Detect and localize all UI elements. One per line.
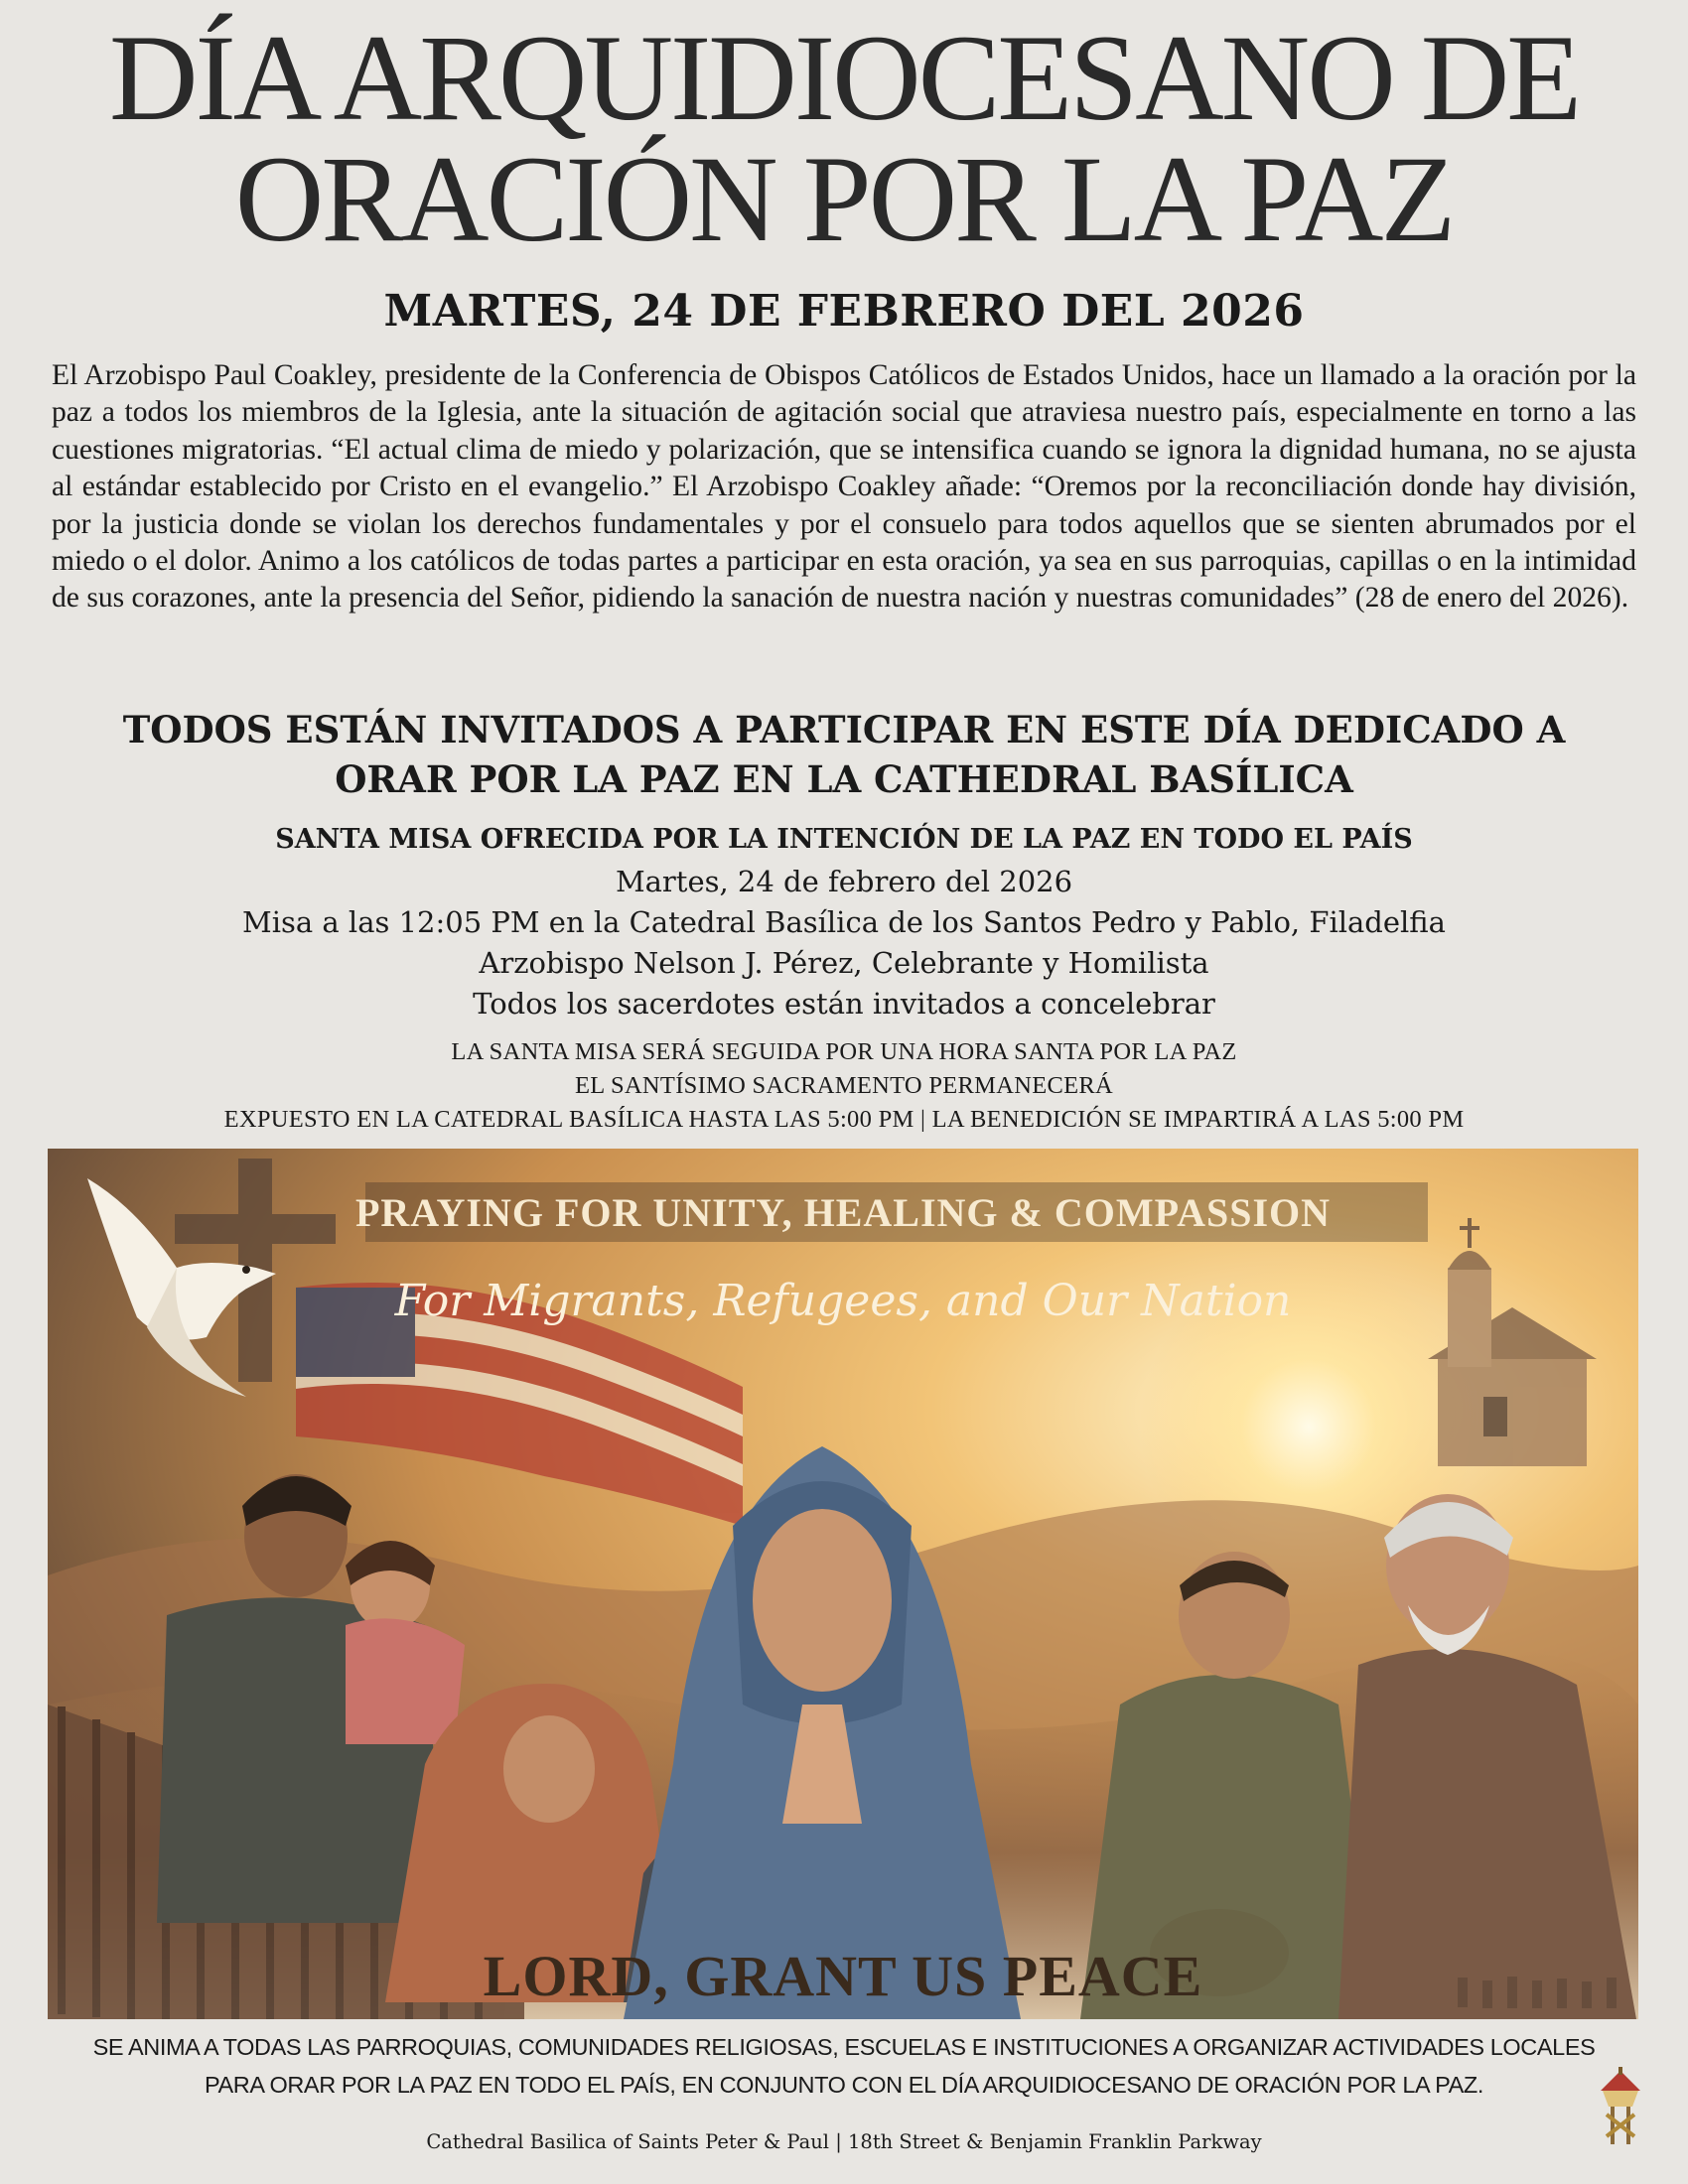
address-line: Cathedral Basilica of Saints Peter & Paul | 18th Street & Benjamin Franklin Parkway <box>426 2130 1262 2153</box>
artwork-subhead: For Migrants, Refugees, and Our Nation <box>394 1276 1292 1326</box>
event-date: MARTES, 24 DE FEBRERO DEL 2026 <box>383 286 1305 337</box>
encouragement-line-1: SE ANIMA A TODAS LAS PARROQUIAS, COMUNIDADES RELIGIOSAS, ESCUELAS E INSTITUCIONES A ORGANIZAR ACTIVIDADES LOCALES <box>92 2034 1596 2060</box>
title-line-2: ORACIÓN POR LA PAZ <box>234 131 1454 267</box>
invitation-heading <box>0 705 1688 804</box>
intro-paragraph: El Arzobispo Paul Coakley, presidente de la Conferencia de Obispos Católicos de Estados Unidos, hace un llamado a la oración por la paz a todos los miembros de la Iglesia, ante la situación de agitación social que atraviesa nuestro país, especialmente en torno a las cuestiones migratorias. “El actual clima de miedo y polarización, que se intensifica cuando se ignora la dignidad humana, no se ajusta al estándar establecido por Cristo en el evangelio.” El Arzobispo Coakley añade: “Oremos por la reconciliación donde hay división, por la justicia donde se violan los derechos fundamentales y por el consuelo para todos aquellos que se sienten abrumados por el miedo o el dolor. Animo a los católicos de todas partes a participar en esta oración, ya sea en sus parroquias, capillas o en la intimidad de sus corazones, ante la presencia del Señor, pidiendo la sanación de nuestra nación y nuestras comunidades” (28 de enero del 2026). <box>52 359 1636 614</box>
artwork-footer: LORD, GRANT US PEACE <box>483 1944 1203 2008</box>
holy-hour-line-2: EL SANTÍSIMO SACRAMENTO PERMANECERÁ <box>574 1072 1114 1099</box>
title-line-1: DÍA ARQUIDIOCESANO DE <box>108 10 1580 146</box>
mass-detail-celebrant: Arzobispo Nelson J. Pérez, Celebrante y Homilista <box>479 946 1209 980</box>
mass-details <box>0 862 1688 1024</box>
mass-detail-date: Martes, 24 de febrero del 2026 <box>615 865 1073 898</box>
invitation-line-2: ORAR POR LA PAZ EN LA CATHEDRAL BASÍLICA <box>335 757 1353 801</box>
mass-heading: SANTA MISA OFRECIDA POR LA INTENCIÓN DE LA PAZ EN TODO EL PAÍS <box>275 824 1413 855</box>
holy-hour-line-1: LA SANTA MISA SERÁ SEGUIDA POR UNA HORA SANTA POR LA PAZ <box>451 1038 1237 1065</box>
papal-crest-icon <box>1593 2067 1648 2150</box>
invitation-line-1: TODOS ESTÁN INVITADOS A PARTICIPAR EN ESTE DÍA DEDICADO A <box>122 708 1566 751</box>
holy-hour-notice <box>0 1035 1688 1137</box>
prayer-artwork <box>48 1149 1638 2019</box>
encouragement-line-2: PARA ORAR POR LA PAZ EN TODO EL PAÍS, EN CONJUNTO CON EL DÍA ARQUIDIOCESANO DE ORACIÓN POR LA PAZ. <box>205 2072 1483 2098</box>
page-title <box>0 10 1688 267</box>
holy-hour-line-3: EXPUESTO EN LA CATEDRAL BASÍLICA HASTA LAS 5:00 PM | LA BENEDICIÓN SE IMPARTIRÁ A LAS 5:00 PM <box>223 1106 1465 1133</box>
encouragement-note <box>0 2028 1688 2104</box>
artwork-headline: PRAYING FOR UNITY, HEALING & COMPASSION <box>354 1190 1332 1235</box>
mass-detail-concelebrate: Todos los sacerdotes están invitados a concelebrar <box>473 987 1215 1021</box>
mass-detail-time-place: Misa a las 12:05 PM en la Catedral Basílica de los Santos Pedro y Pablo, Filadelfia <box>242 905 1446 939</box>
